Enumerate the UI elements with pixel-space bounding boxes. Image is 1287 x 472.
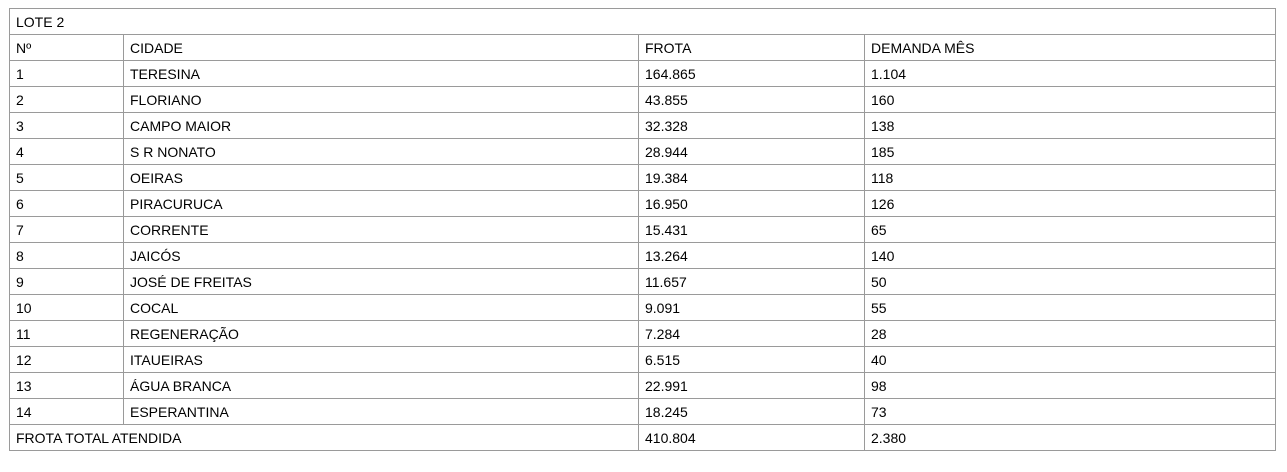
row-demanda: 98 bbox=[865, 373, 1276, 399]
row-frota: 16.950 bbox=[639, 191, 865, 217]
total-label: FROTA TOTAL ATENDIDA bbox=[10, 425, 639, 451]
header-city: CIDADE bbox=[124, 35, 639, 61]
table-row bbox=[10, 191, 1276, 217]
table-row bbox=[10, 243, 1276, 269]
total-frota: 410.804 bbox=[639, 425, 865, 451]
header-demanda: DEMANDA MÊS bbox=[865, 35, 1276, 61]
row-frota: 19.384 bbox=[639, 165, 865, 191]
row-frota: 9.091 bbox=[639, 295, 865, 321]
table-row bbox=[10, 295, 1276, 321]
row-frota: 43.855 bbox=[639, 87, 865, 113]
table-row bbox=[10, 347, 1276, 373]
table-title-row bbox=[10, 9, 1276, 35]
row-demanda: 65 bbox=[865, 217, 1276, 243]
row-frota: 22.991 bbox=[639, 373, 865, 399]
row-demanda: 55 bbox=[865, 295, 1276, 321]
row-num: 2 bbox=[10, 87, 124, 113]
row-city: CAMPO MAIOR bbox=[124, 113, 639, 139]
table-row bbox=[10, 399, 1276, 425]
table-title: LOTE 2 bbox=[10, 9, 1276, 35]
row-num: 5 bbox=[10, 165, 124, 191]
total-demanda: 2.380 bbox=[865, 425, 1276, 451]
row-demanda: 185 bbox=[865, 139, 1276, 165]
row-city: CORRENTE bbox=[124, 217, 639, 243]
table-header-row bbox=[10, 35, 1276, 61]
row-demanda: 138 bbox=[865, 113, 1276, 139]
row-demanda: 160 bbox=[865, 87, 1276, 113]
header-num: Nº bbox=[10, 35, 124, 61]
row-city: JAICÓS bbox=[124, 243, 639, 269]
row-demanda: 126 bbox=[865, 191, 1276, 217]
table-row bbox=[10, 373, 1276, 399]
row-city: ÁGUA BRANCA bbox=[124, 373, 639, 399]
row-num: 7 bbox=[10, 217, 124, 243]
row-frota: 7.284 bbox=[639, 321, 865, 347]
lote-table-container bbox=[9, 8, 1276, 451]
row-city: ITAUEIRAS bbox=[124, 347, 639, 373]
row-num: 4 bbox=[10, 139, 124, 165]
table-body bbox=[10, 9, 1276, 451]
row-num: 9 bbox=[10, 269, 124, 295]
row-num: 11 bbox=[10, 321, 124, 347]
header-frota: FROTA bbox=[639, 35, 865, 61]
row-demanda: 118 bbox=[865, 165, 1276, 191]
row-city: FLORIANO bbox=[124, 87, 639, 113]
row-num: 13 bbox=[10, 373, 124, 399]
row-frota: 32.328 bbox=[639, 113, 865, 139]
row-city: TERESINA bbox=[124, 61, 639, 87]
lote-table bbox=[9, 8, 1276, 451]
row-frota: 15.431 bbox=[639, 217, 865, 243]
row-frota: 18.245 bbox=[639, 399, 865, 425]
row-num: 3 bbox=[10, 113, 124, 139]
row-city: COCAL bbox=[124, 295, 639, 321]
row-demanda: 1.104 bbox=[865, 61, 1276, 87]
row-frota: 6.515 bbox=[639, 347, 865, 373]
row-num: 6 bbox=[10, 191, 124, 217]
row-city: OEIRAS bbox=[124, 165, 639, 191]
table-row bbox=[10, 165, 1276, 191]
row-frota: 13.264 bbox=[639, 243, 865, 269]
row-city: ESPERANTINA bbox=[124, 399, 639, 425]
table-row bbox=[10, 321, 1276, 347]
row-demanda: 50 bbox=[865, 269, 1276, 295]
table-row bbox=[10, 139, 1276, 165]
row-city: REGENERAÇÃO bbox=[124, 321, 639, 347]
row-num: 10 bbox=[10, 295, 124, 321]
row-demanda: 28 bbox=[865, 321, 1276, 347]
row-frota: 11.657 bbox=[639, 269, 865, 295]
table-row bbox=[10, 113, 1276, 139]
row-city: PIRACURUCA bbox=[124, 191, 639, 217]
row-demanda: 40 bbox=[865, 347, 1276, 373]
row-demanda: 140 bbox=[865, 243, 1276, 269]
row-demanda: 73 bbox=[865, 399, 1276, 425]
row-num: 14 bbox=[10, 399, 124, 425]
row-num: 8 bbox=[10, 243, 124, 269]
table-row bbox=[10, 61, 1276, 87]
row-city: S R NONATO bbox=[124, 139, 639, 165]
row-num: 12 bbox=[10, 347, 124, 373]
table-row bbox=[10, 217, 1276, 243]
table-row bbox=[10, 87, 1276, 113]
total-row bbox=[10, 425, 1276, 451]
table-row bbox=[10, 269, 1276, 295]
row-frota: 28.944 bbox=[639, 139, 865, 165]
row-frota: 164.865 bbox=[639, 61, 865, 87]
row-city: JOSÉ DE FREITAS bbox=[124, 269, 639, 295]
row-num: 1 bbox=[10, 61, 124, 87]
